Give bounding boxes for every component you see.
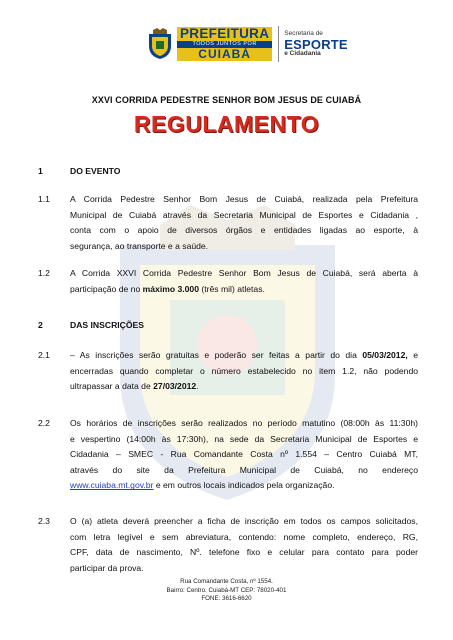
prefeitura-logo [177, 27, 272, 61]
paragraph-body [70, 266, 418, 297]
paragraph-line: A Corrida XXVI Corrida Pedestre Senhor Bom Jesus de Cuiabá, será aberta à [70, 268, 418, 278]
prefeitura-crest-icon [147, 28, 173, 60]
footer-address [0, 578, 453, 604]
secretaria-logo [284, 31, 348, 57]
section-2-number: 2 [38, 320, 43, 330]
paragraph-line: A Corrida Pedestre Senhor Bom Jesus de Cuiabá, realizada pela Prefeitura [70, 194, 418, 204]
secretaria-line3: e Cidadania [284, 49, 321, 57]
paragraph-line: através do site da Prefeitura Municipal de Cuiabá, no endereço [70, 464, 418, 475]
paragraph-1-2 [38, 266, 418, 297]
paragraph-line: O (a) atleta deverá preencher a ficha de inscrição em todos os campos solicitados, [70, 516, 418, 526]
text-run: – As inscrições serão gratuitas e poderão ser feitas a partir do dia [70, 350, 363, 360]
paragraph-line: e vespertino (14:00h às 17:30h), na sede da Secretaria Municipal de Esportes e [70, 433, 418, 444]
paragraph-line [70, 282, 418, 298]
paragraph-line: Municipal de Cuiabá através da Secretaria Municipal de Esportes e Cidadania , [70, 209, 418, 220]
paragraph-line: segurança, ao transporte e a saúde. [70, 240, 209, 251]
paragraph-line: com letra legível e sem abreviatura, contendo: nome completo, endereço, RG, [70, 531, 418, 542]
paragraph-line: participar da prova. [70, 562, 144, 573]
paragraph-line [70, 478, 418, 494]
paragraph-2-1 [38, 348, 418, 395]
header-logos [147, 24, 348, 64]
paragraph-line: conta com o apoio de diversos órgãos e entidades ligadas ao esporte, à [70, 225, 418, 236]
start-date: 05/03/2012, [362, 350, 408, 360]
paragraph-line: Os horários de inscrições serão realizados no período matutino (08:00h às 11:30h) [70, 418, 418, 428]
website-link[interactable]: www.cuiaba.mt.gov.br [70, 480, 154, 491]
text-run: e [407, 350, 419, 360]
logo-divider [278, 26, 279, 62]
paragraph-number: 1.2 [38, 268, 50, 278]
document-subtitle: XXVI CORRIDA PEDESTRE SENHOR BOM JESUS DE CUIABÁ [91, 95, 362, 105]
paragraph-line: Cidadania – SMEC - Rua Comandante Costa nº 1.554 – Centro Cuiabá MT, [70, 449, 418, 460]
prefeitura-label: PREFEITURA [177, 27, 272, 41]
paragraph-number: 2.1 [38, 350, 50, 360]
section-1-title: DO EVENTO [70, 166, 121, 176]
paragraph-body [70, 514, 418, 576]
text-run: participação de no [70, 283, 143, 294]
paragraph-2-3 [38, 514, 418, 576]
paragraph-line [70, 348, 418, 364]
paragraph-number: 2.3 [38, 516, 50, 526]
footer-phone: FONE: 3616-6620 [201, 595, 252, 602]
paragraph-1-1 [38, 192, 418, 254]
secretaria-line2: ESPORTE [284, 36, 348, 52]
paragraph-2-2 [38, 416, 418, 494]
footer-district: Bairro: Centro. Cuiabá-MT CEP: 78020-401 [166, 586, 287, 594]
max-participants: máximo 3.000 [142, 283, 199, 294]
end-date: 27/03/2012 [153, 381, 197, 392]
secretaria-line1: Secretaria de [284, 30, 323, 37]
section-1-number: 1 [38, 166, 43, 176]
text-run: e em outros locais indicados pela organização. [153, 480, 335, 491]
paragraph-line: encerradas quando completar o número estabelecido no item 1.2, não podendo [70, 365, 418, 376]
paragraph-body [70, 348, 418, 395]
paragraph-body [70, 192, 418, 254]
prefeitura-slogan: TODOS JUNTOS POR [177, 41, 272, 48]
text-run: . [196, 381, 199, 392]
prefeitura-city: CUIABÁ [177, 48, 272, 61]
paragraph-number: 1.1 [38, 194, 50, 204]
text-run: (três mil) atletas. [199, 283, 265, 294]
footer-street: Rua Comandante Costa, nº 1554. [180, 578, 273, 585]
document-title: REGULAMENTO [133, 111, 320, 137]
paragraph-line [70, 379, 418, 395]
section-2-title: DAS INSCRIÇÕES [70, 320, 145, 330]
paragraph-number: 2.2 [38, 418, 50, 428]
paragraph-body [70, 416, 418, 494]
paragraph-line: CPF, data de nascimento, Nº. telefone fixo e celular para contato para poder [70, 547, 418, 558]
text-run: ultrapassar a data de [70, 381, 154, 392]
